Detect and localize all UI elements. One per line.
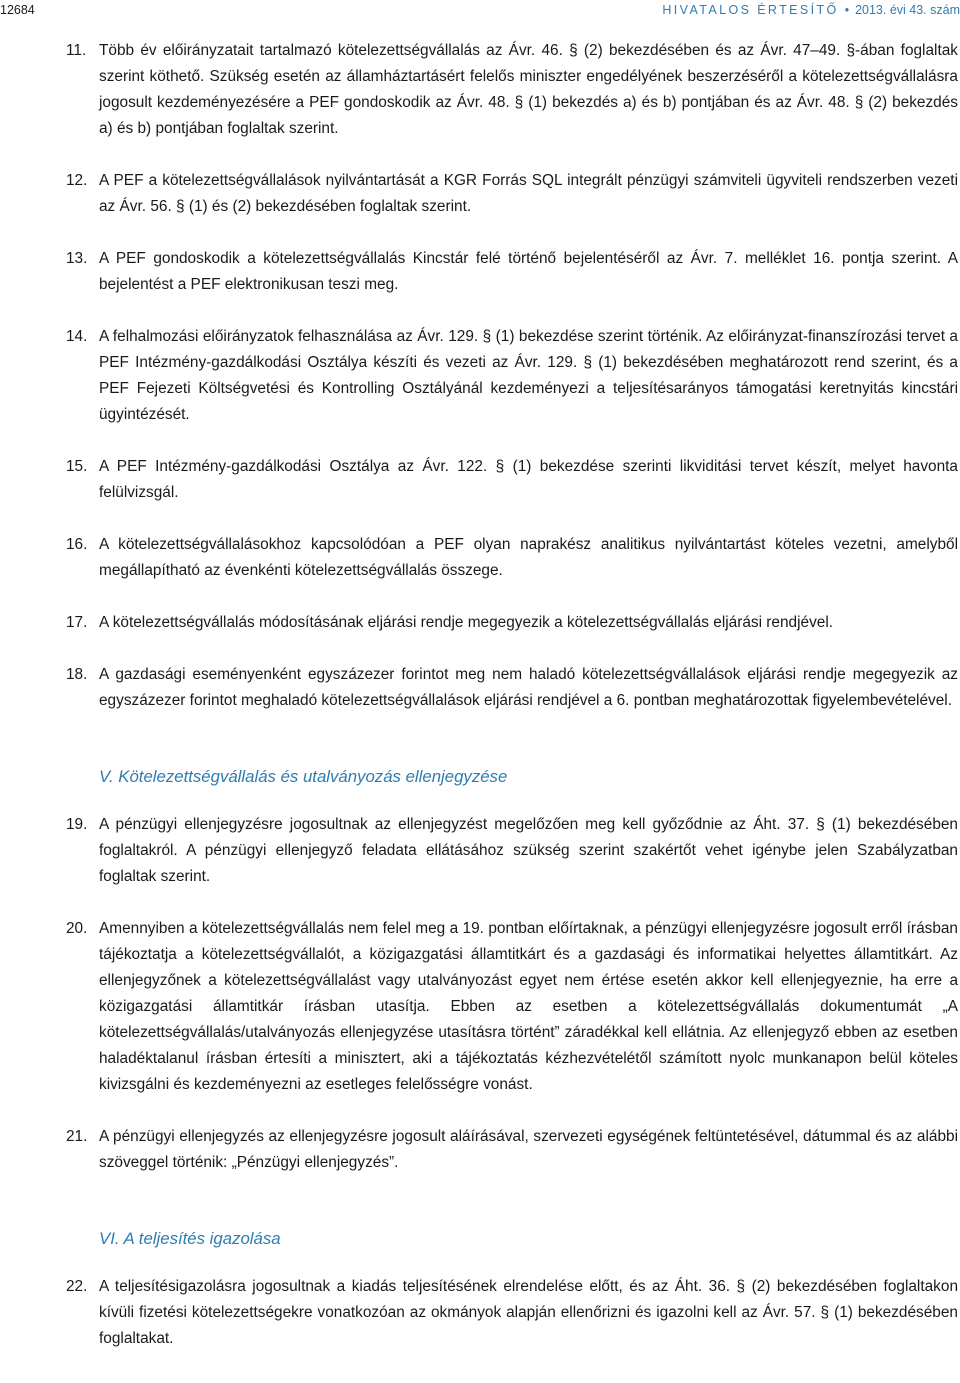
item-number: 16. bbox=[66, 536, 88, 553]
item-text: A pénzügyi ellenjegyzésre jogosultnak az ellenjegyzést megelőzően meg kell győződnie az Áht. 37. § (1) bekezdésében foglaltakról. A pénzügyi ellenjegyző feladata ellátásához szükség szerint szakértőt vehet igénybe jelen Szabályzatban foglaltak szerint. bbox=[99, 816, 958, 885]
item-number: 14. bbox=[66, 328, 88, 345]
separator-dot: • bbox=[844, 3, 850, 17]
item-number: 11. bbox=[66, 42, 87, 59]
item-text: A felhalmozási előirányzatok felhasználása az Ávr. 129. § (1) bekezdése szerint történik. Az előirányzat-finanszírozási tervet a PEF Intézmény-gazdálkodási Osztálya készíti és vezeti az Ávr. 129. § (1) bekezdésében meghatározott rend szerint, és a PEF Fejezeti Költségvetési és Kontrolling Osztályánál kezdeményezi a teljesítésarányos támogatási keretnyitás kincstári ügyintézését. bbox=[99, 328, 958, 423]
item-text: A kötelezettségvállalásokhoz kapcsolódóan a PEF olyan naprakész analitikus nyilvántartást köteles vezetni, amelyből megállapítható az évenkénti kötelezettségvállalás összege. bbox=[99, 536, 958, 579]
section-title-vi: VI. A teljesítés igazolása bbox=[99, 1229, 281, 1248]
document-body bbox=[66, 38, 958, 1352]
item-number: 19. bbox=[66, 816, 88, 833]
publication-name: HIVATALOS ÉRTESÍTŐ bbox=[662, 3, 839, 17]
item-text: A PEF a kötelezettségvállalások nyilvántartását a KGR Forrás SQL integrált pénzügyi számviteli ügyviteli rendszerben vezeti az Ávr. 56. § (1) és (2) bekezdésében foglaltak szerint. bbox=[99, 172, 958, 215]
list-item bbox=[66, 168, 958, 220]
item-number: 21. bbox=[66, 1128, 88, 1145]
list-item bbox=[66, 246, 958, 298]
list-item bbox=[66, 1124, 958, 1176]
item-number: 13. bbox=[66, 250, 88, 267]
item-text: A pénzügyi ellenjegyzés az ellenjegyzésre jogosult aláírásával, szervezeti egységének feltüntetésével, dátummal és az alábbi szöveggel történik: „Pénzügyi ellenjegyzés”. bbox=[99, 1128, 958, 1171]
list-item bbox=[66, 38, 958, 142]
list-item bbox=[66, 916, 958, 1098]
item-text: A PEF Intézmény-gazdálkodási Osztálya az Ávr. 122. § (1) bekezdése szerinti likviditási tervet készít, melyet havonta felülvizsgál. bbox=[99, 458, 958, 501]
item-number: 22. bbox=[66, 1278, 88, 1295]
issue-label: 2013. évi 43. szám bbox=[855, 3, 960, 17]
item-text: A gazdasági eseményenként egyszázezer forintot meg nem haladó kötelezettségvállalások eljárási rendje megegyezik az egyszázezer forintot meghaladó kötelezettségvállalások eljárási rendjével a 6. pontban meghatározottak figyelembevételével. bbox=[99, 666, 958, 709]
item-text: Amennyiben a kötelezettségvállalás nem felel meg a 19. pontban előírtaknak, a pénzügyi ellenjegyzésre jogosult erről írásban tájékoztatja a kötelezettségvállalót, a közigazgatási államtitkárt és a gazdasági és informatikai helyettes államtitkárt. Az ellenjegyzőnek a kötelezettségvállalást vagy utalványozást egyet nem értése esetén akkor kell ellenjegyeznie, ha erre a közigazgatási államtitkár írásban utasítja. Ebben az esetben a kötelezettségvállalás dokumentumát „A kötelezettségvállalás/utalványozás ellenjegyzése utasításra történt” záradékkal kell ellátnia. Az ellenjegyző ebben az esetben haladéktalanul írásban értesíti a minisztert, aki a tájékoztatás kézhezvételétől számított nyolc munkanapon belül köteles kivizsgálni és kezdeményezni az esetleges felelősségre vonást. bbox=[99, 920, 958, 1093]
item-number: 20. bbox=[66, 920, 88, 937]
list-item bbox=[66, 610, 958, 636]
item-text: A PEF gondoskodik a kötelezettségvállalás Kincstár felé történő bejelentéséről az Ávr. 7. melléklet 16. pontja szerint. A bejelentést a PEF elektronikusan teszi meg. bbox=[99, 250, 958, 293]
list-item bbox=[66, 454, 958, 506]
list-item bbox=[66, 812, 958, 890]
list-item bbox=[66, 662, 958, 714]
list-item bbox=[66, 532, 958, 584]
item-text: A kötelezettségvállalás módosításának eljárási rendje megegyezik a kötelezettségvállalás eljárási rendjével. bbox=[99, 614, 834, 631]
item-number: 12. bbox=[66, 172, 88, 189]
page-header bbox=[0, 0, 960, 20]
item-text: Több év előirányzatait tartalmazó kötelezettségvállalás az Ávr. 46. § (2) bekezdésében és az Ávr. 47–49. §-ában foglaltak szerint köthető. Szükség esetén az államháztartásért felelős miniszter engedélyének beszerzéséről a kötelezettségvállalásra jogosult kezdeményezésére a PEF gondoskodik az Ávr. 48. § (1) bekezdés a) és b) pontjában és az Ávr. 48. § (2) bekezdés a) és b) pontjában foglaltak szerint. bbox=[99, 42, 958, 137]
item-text: A teljesítésigazolásra jogosultnak a kiadás teljesítésének elrendelése előtt, és az Áht. 36. § (2) bekezdésében foglaltakon kívüli fizetési kötelezettségekre vonatkozóan az okmányok alapján ellenőrizni és igazolni kell az Ávr. 57. § (1) bekezdésében foglaltakat. bbox=[99, 1278, 958, 1347]
page-number: 12684 bbox=[0, 3, 35, 17]
item-number: 18. bbox=[66, 666, 88, 683]
running-title bbox=[662, 0, 960, 20]
item-number: 17. bbox=[66, 614, 88, 631]
item-number: 15. bbox=[66, 458, 88, 475]
section-title-v: V. Kötelezettségvállalás és utalványozás ellenjegyzése bbox=[99, 767, 508, 786]
list-item bbox=[66, 324, 958, 428]
list-item bbox=[66, 1274, 958, 1352]
